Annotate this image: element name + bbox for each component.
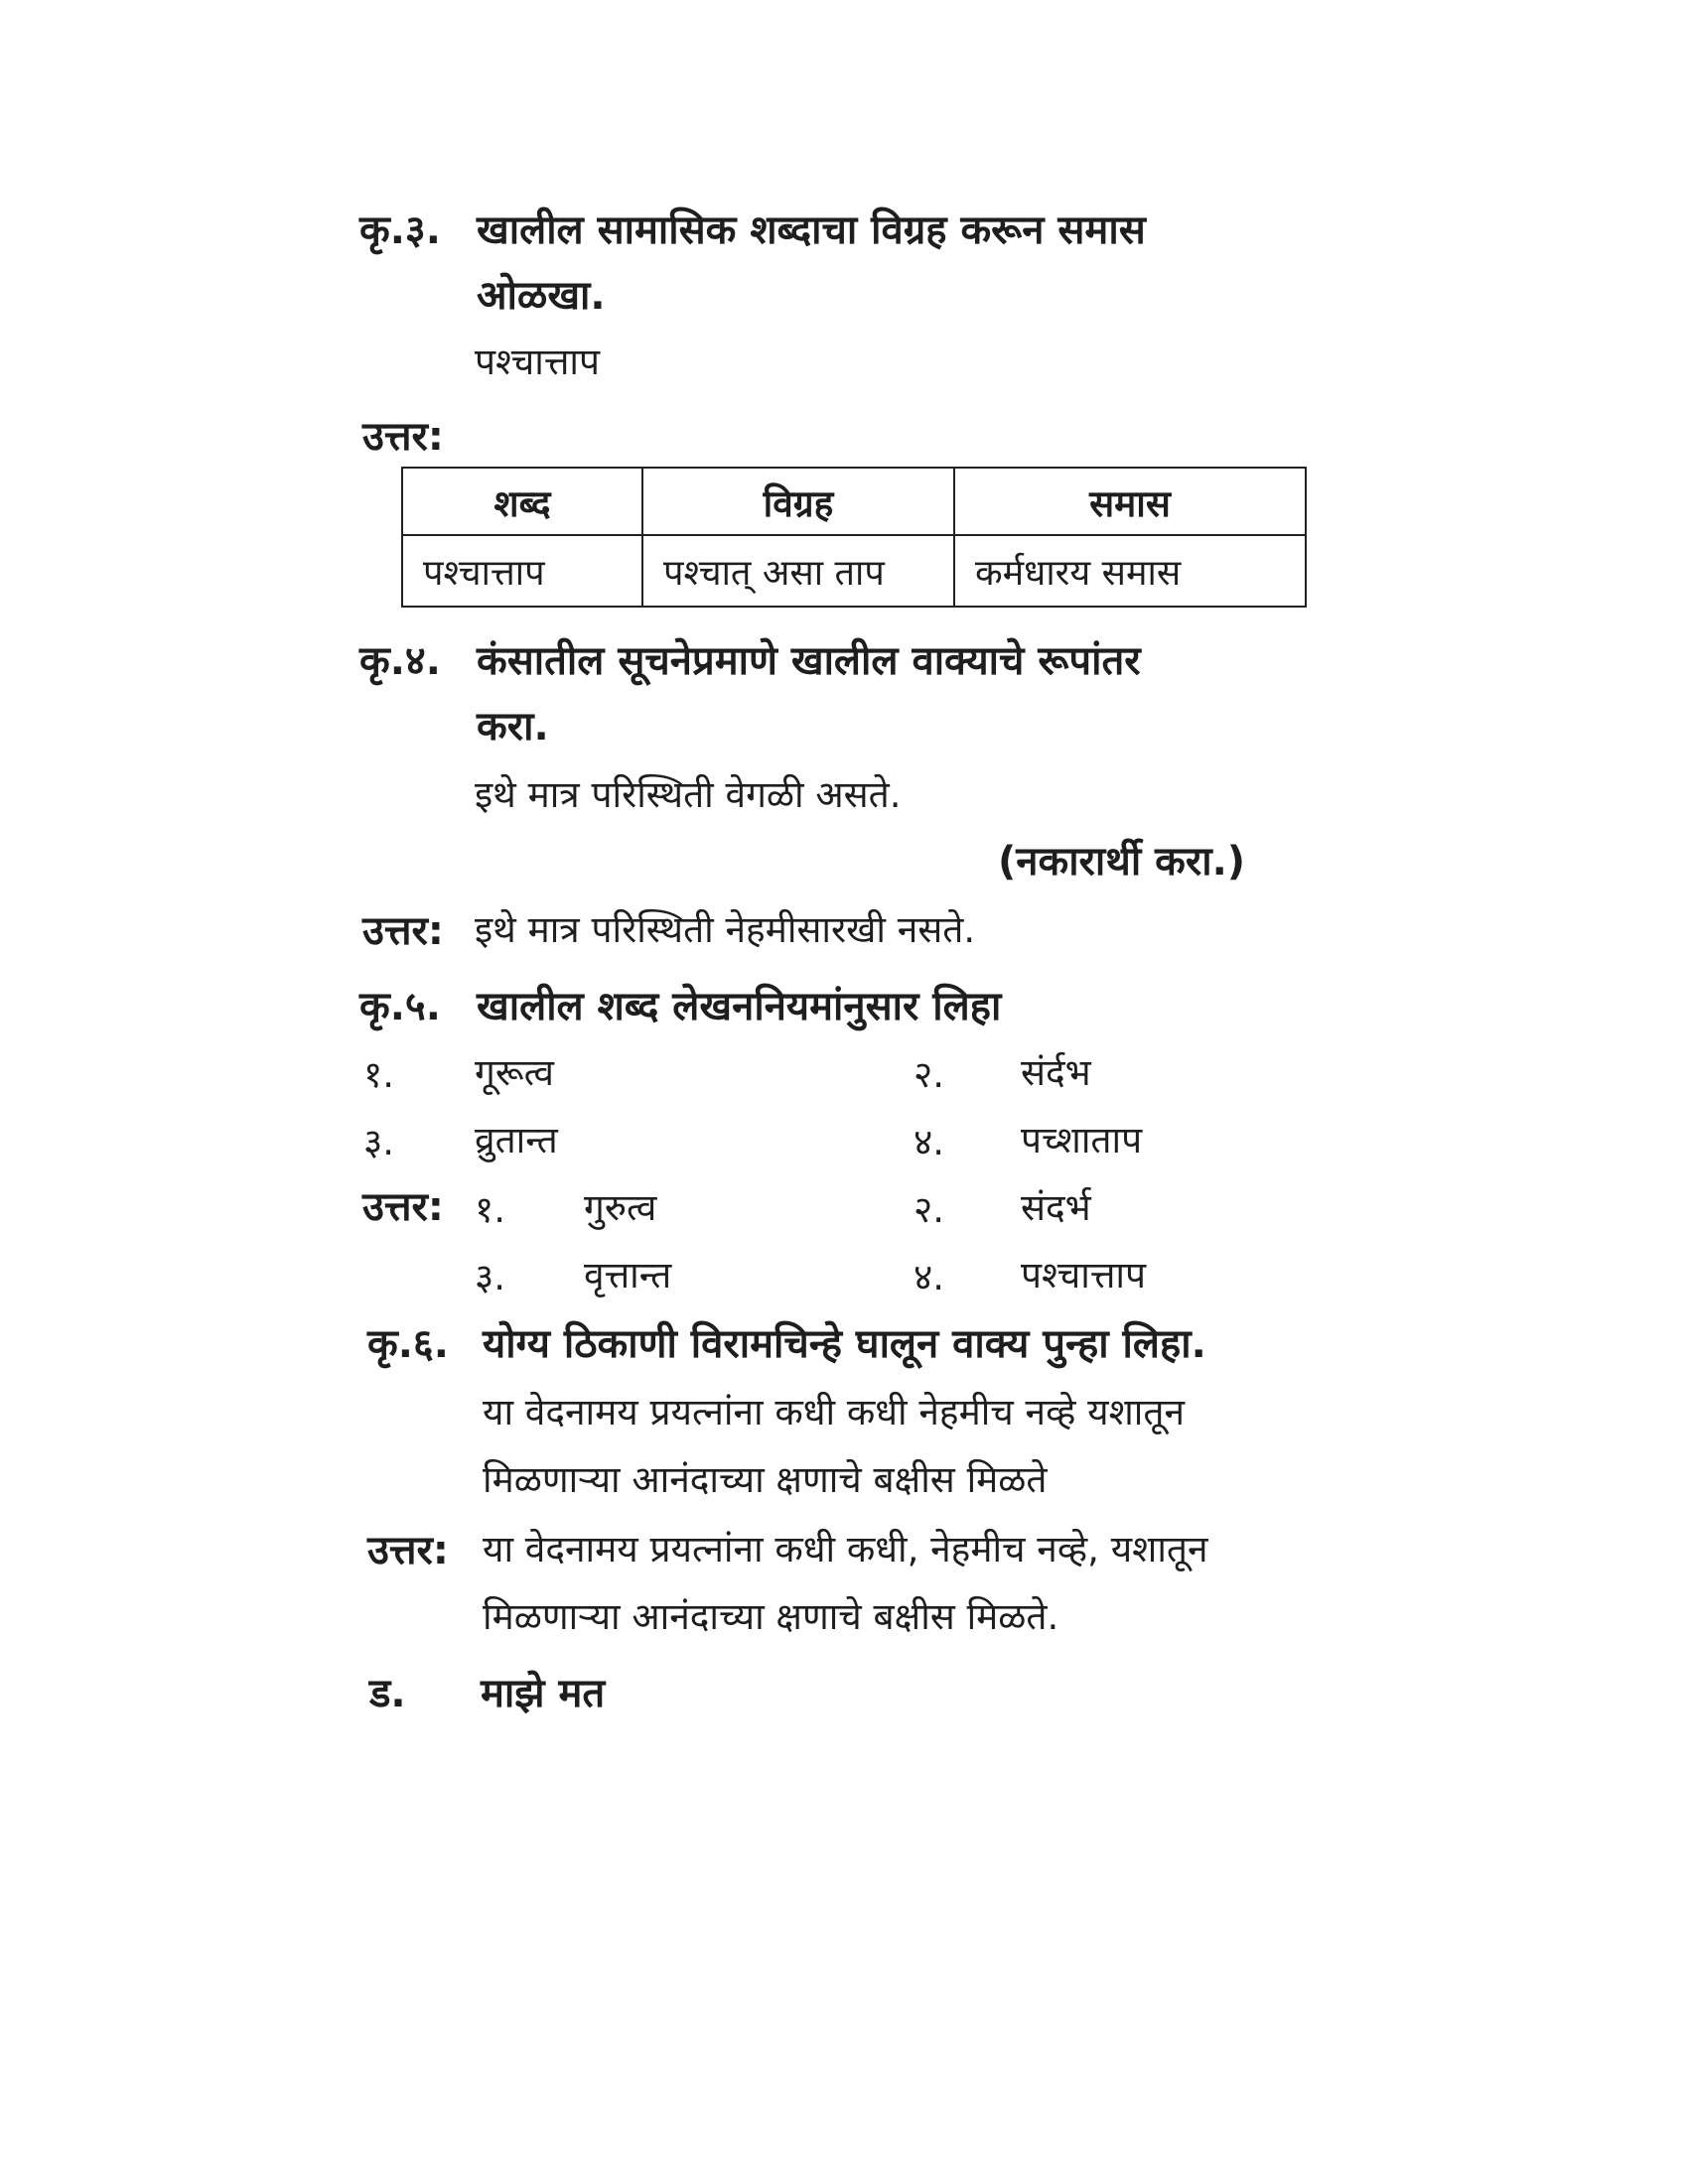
- q5-answer-label: उत्तर:: [362, 1184, 444, 1230]
- section-d-letter: ड.: [369, 1671, 406, 1716]
- q5-item-word: पच्शाताप: [1021, 1119, 1143, 1161]
- q6-answer-line2: मिळणाऱ्या आनंदाच्या क्षणाचे बक्षीस मिळते.: [483, 1595, 1059, 1638]
- q5-item-number: ४.: [914, 1121, 945, 1163]
- q6-sentence-line2: मिळणाऱ्या आनंदाच्या क्षणाचे बक्षीस मिळते: [483, 1458, 1048, 1501]
- table-cell: कर्मधारय समास: [954, 535, 1306, 607]
- q5-answer-item-number: १.: [475, 1188, 506, 1231]
- q5-answer-item-word: पश्चात्ताप: [1021, 1254, 1146, 1297]
- q4-sentence: इथे मात्र परिस्थिती वेगळी असते.: [475, 773, 902, 816]
- table-header-cell: समास: [954, 468, 1306, 535]
- q4-instruction: (नकारार्थी करा.): [998, 839, 1246, 885]
- q4-question-line1: कंसातील सूचनेप्रमाणे खालील वाक्याचे रूपांतर: [477, 638, 1141, 684]
- q5-item-number: १.: [363, 1053, 395, 1096]
- section-d-title: माझे मत: [481, 1671, 606, 1716]
- q5-answer-item-number: ३.: [475, 1256, 506, 1298]
- q4-answer-label: उत्तर:: [362, 908, 444, 954]
- q5-answer-item-word: गुरुत्व: [584, 1186, 657, 1229]
- q5-number: कृ.५.: [359, 984, 441, 1029]
- q4-number: कृ.४.: [359, 638, 441, 684]
- q6-title: योग्य ठिकाणी विरामचिन्हे घालून वाक्य पुन्हा लिहा.: [483, 1321, 1206, 1367]
- q3-question-line1: खालील सामासिक शब्दाचा विग्रह करून समास: [477, 207, 1146, 253]
- table-header-cell: विग्रह: [642, 468, 954, 535]
- q5-item-word: गूरूत्व: [475, 1051, 554, 1094]
- q5-item-word: व्रुतान्त: [475, 1119, 558, 1161]
- q5-answer-item-number: ४.: [914, 1256, 945, 1298]
- q4-question-line2: करा.: [477, 704, 549, 750]
- table-row: [402, 535, 1306, 607]
- q5-answer-item-number: २.: [914, 1188, 945, 1231]
- q3-answer-label: उत्तर:: [362, 414, 444, 460]
- table-cell: पश्चात्ताप: [402, 535, 642, 607]
- q6-answer-line1: या वेदनामय प्रयत्नांना कधी कधी, नेहमीच नव्हे, यशातून: [483, 1528, 1208, 1570]
- q5-item-word: संर्दभ: [1021, 1051, 1091, 1094]
- q5-answer-item-word: वृत्तान्त: [584, 1254, 672, 1297]
- q5-item-number: ३.: [363, 1121, 395, 1163]
- q3-word: पश्चात्ताप: [475, 341, 600, 383]
- q6-number: कृ.६.: [367, 1321, 449, 1367]
- q5-answer-item-word: संदर्भ: [1021, 1186, 1091, 1229]
- table-cell: पश्चात् असा ताप: [642, 535, 954, 607]
- q3-question-line2: ओळखा.: [477, 273, 606, 319]
- table-header-row: [402, 468, 1306, 535]
- q3-answer-table: [401, 467, 1307, 608]
- q4-answer-text: इथे मात्र परिस्थिती नेहमीसारखी नसते.: [475, 908, 976, 951]
- q3-number: कृ.३.: [359, 207, 441, 253]
- q6-sentence-line1: या वेदनामय प्रयत्नांना कधी कधी नेहमीच नव्हे यशातून: [483, 1391, 1185, 1433]
- table-header-cell: शब्द: [402, 468, 642, 535]
- q5-item-number: २.: [914, 1053, 945, 1096]
- q6-answer-label: उत्तर:: [367, 1528, 449, 1573]
- q5-title: खालील शब्द लेखननियमांनुसार लिहा: [477, 984, 1002, 1029]
